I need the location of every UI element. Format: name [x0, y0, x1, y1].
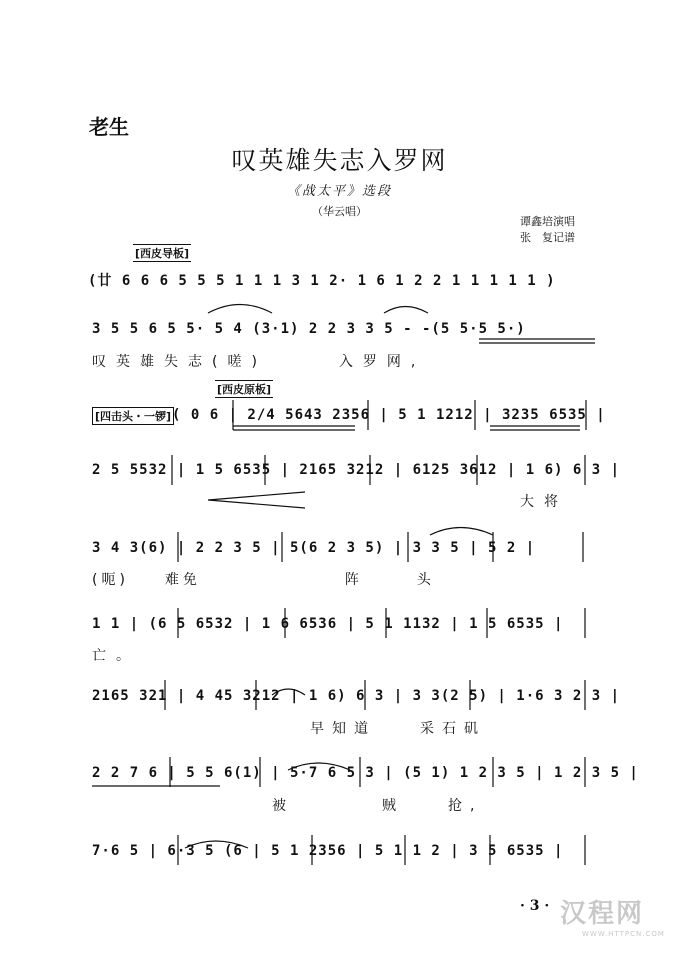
watermark-logo: 汉程网 [560, 899, 645, 929]
page-number: · 3 · [520, 898, 550, 914]
tag-xipi-yuanban: [西皮原板] [215, 380, 273, 398]
notation-row-4: 2 5 5532 | 1 5 6535 | 2165 3212 | 6125 3612 | 1 6) 6 3 | [92, 462, 621, 478]
watermark-url: WWW.HTTPCN.COM [582, 930, 665, 938]
slur-5 [288, 763, 350, 770]
lyric-row-7: 早知道 采石矶 [310, 721, 486, 737]
hairpin [208, 492, 305, 508]
tag-xipi-daoban: [西皮导板] [133, 244, 191, 262]
underline-row3b [490, 426, 580, 430]
notation-row-9: 7·6 5 | 6·3 5 (6 | 5 1 2356 | 5 1 1 2 | 3 5 6535 | [92, 843, 564, 859]
notation-row-5: 3 4 3(6) | 2 2 3 5 | 5(6 2 3 5) | 3 3 5 | 5 2 | [92, 540, 536, 556]
slur-1 [208, 305, 272, 314]
notation-row-7: 2165 321 | 4 45 3212 | 1 6) 6 3 | 3 3(2 5) | 1·6 3 2 3 | [92, 688, 621, 704]
slur-6 [185, 841, 248, 848]
notation-row-8: 2 2 7 6 | 5 5 6(1) | 5·7 6 5 3 | (5 1) 1 2 3 5 | 1 2 3 5 | [92, 765, 639, 781]
lyric-row-6: 亡。 [92, 648, 140, 664]
notation-row-6: 1 1 | (6 5 6532 | 1 6 6536 | 5 1 1132 | 1 5 6535 | [92, 616, 564, 632]
page-title: 叹英雄失志入罗网 [231, 146, 448, 175]
lyric-row-4: 大将 [520, 494, 568, 510]
barlines [165, 400, 586, 865]
tag-sijitou: [四击头・一锣] [92, 407, 174, 425]
notation-row-1: (廿 6 6 6 5 5 5 1 1 1 3 1 2· 1 6 1 2 2 1 1 1 1 1 ) [88, 273, 556, 289]
slur-2 [384, 307, 428, 314]
notation-row-3: ( 0 6 | 2/4 5643 2356 | 5 1 1212 | 3235 6535 | [172, 407, 606, 423]
underline-row2 [479, 339, 595, 343]
lyric-row-8: 被 贼 抢, [272, 798, 483, 814]
subtitle: 《战太平》选段 [286, 184, 392, 199]
lyric-row-2: 叹英雄失志(嗟) 入罗网, [92, 354, 426, 370]
slur-3 [430, 528, 493, 536]
notation-row-2: 3 5 5 6 5 5· 5 4 (3·1) 2 2 3 3 5 - -(5 5·5 5·) [92, 321, 526, 337]
credit-performer: 谭鑫培演唱 [520, 215, 575, 228]
role-label: 老生 [89, 115, 129, 139]
underline-row3a [233, 426, 355, 430]
credit-notation: 张 复记谱 [520, 231, 575, 244]
singer-note: （华云唱） [312, 205, 367, 218]
slur-4 [272, 689, 305, 695]
lyric-row-5: (呃) 难免 阵 头 [92, 572, 435, 588]
